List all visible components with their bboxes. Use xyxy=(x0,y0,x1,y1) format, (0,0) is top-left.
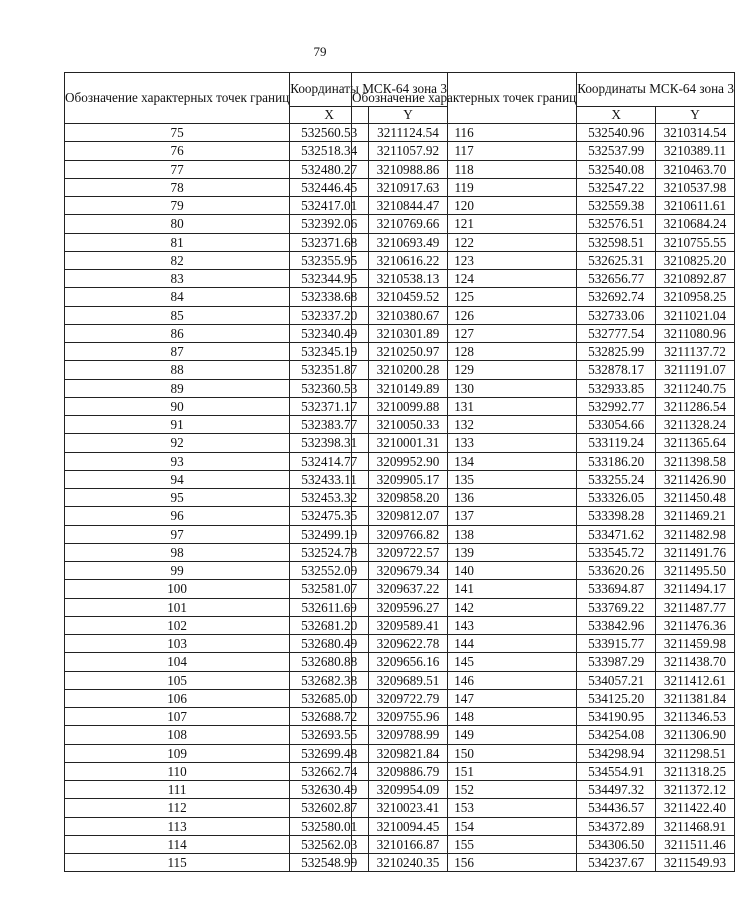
y-coordinate-cell: 3209679.34 xyxy=(369,562,448,580)
x-coordinate-cell: 532414.77 xyxy=(290,452,369,470)
point-number-cell: 140 xyxy=(352,562,577,580)
x-coordinate-cell: 532547.22 xyxy=(577,178,656,196)
point-number-cell: 86 xyxy=(65,324,290,342)
table-row xyxy=(352,781,735,799)
x-coordinate-cell: 532475.35 xyxy=(290,507,369,525)
point-number-cell: 95 xyxy=(65,489,290,507)
point-number-cell: 141 xyxy=(352,580,577,598)
y-coordinate-cell: 3210844.47 xyxy=(369,197,448,215)
table-row xyxy=(352,507,735,525)
x-coordinate-cell: 533620.26 xyxy=(577,562,656,580)
y-coordinate-cell: 3210537.98 xyxy=(656,178,735,196)
point-number-cell: 126 xyxy=(352,306,577,324)
x-coordinate-cell: 534237.67 xyxy=(577,854,656,872)
point-number-cell: 150 xyxy=(352,744,577,762)
y-coordinate-cell: 3210958.25 xyxy=(656,288,735,306)
x-coordinate-cell: 532680.88 xyxy=(290,653,369,671)
x-coordinate-cell: 532518.34 xyxy=(290,142,369,160)
point-number-cell: 104 xyxy=(65,653,290,671)
point-number-cell: 117 xyxy=(352,142,577,160)
y-coordinate-cell: 3211469.21 xyxy=(656,507,735,525)
table-row xyxy=(352,835,735,853)
x-coordinate-cell: 532933.85 xyxy=(577,379,656,397)
table-row xyxy=(352,233,735,251)
x-coordinate-cell: 532524.78 xyxy=(290,543,369,561)
table-row xyxy=(352,270,735,288)
x-header: X xyxy=(577,106,656,123)
y-coordinate-cell: 3211346.53 xyxy=(656,708,735,726)
x-coordinate-cell: 532680.49 xyxy=(290,635,369,653)
point-number-cell: 79 xyxy=(65,197,290,215)
y-coordinate-cell: 3210917.63 xyxy=(369,178,448,196)
x-coordinate-cell: 532351.87 xyxy=(290,361,369,379)
point-number-cell: 83 xyxy=(65,270,290,288)
x-coordinate-cell: 532562.03 xyxy=(290,835,369,853)
table-row xyxy=(352,635,735,653)
point-number-cell: 131 xyxy=(352,397,577,415)
point-number-cell: 148 xyxy=(352,708,577,726)
y-coordinate-cell: 3210166.87 xyxy=(369,835,448,853)
point-number-cell: 116 xyxy=(352,124,577,142)
y-coordinate-cell: 3210684.24 xyxy=(656,215,735,233)
table-row xyxy=(352,197,735,215)
point-number-cell: 81 xyxy=(65,233,290,251)
table-row xyxy=(352,854,735,872)
table-row xyxy=(352,653,735,671)
y-coordinate-cell: 3211191.07 xyxy=(656,361,735,379)
y-coordinate-cell: 3210314.54 xyxy=(656,124,735,142)
y-coordinate-cell: 3211318.25 xyxy=(656,762,735,780)
x-coordinate-cell: 534057.21 xyxy=(577,671,656,689)
point-number-cell: 77 xyxy=(65,160,290,178)
point-number-cell: 106 xyxy=(65,689,290,707)
y-coordinate-cell: 3210463.70 xyxy=(656,160,735,178)
y-coordinate-cell: 3210825.20 xyxy=(656,251,735,269)
point-number-cell: 145 xyxy=(352,653,577,671)
point-number-cell: 82 xyxy=(65,251,290,269)
y-coordinate-cell: 3211450.48 xyxy=(656,489,735,507)
point-number-cell: 136 xyxy=(352,489,577,507)
x-coordinate-cell: 532552.09 xyxy=(290,562,369,580)
table-row xyxy=(352,562,735,580)
x-coordinate-cell: 533694.87 xyxy=(577,580,656,598)
point-number-cell: 143 xyxy=(352,616,577,634)
y-coordinate-cell: 3209766.82 xyxy=(369,525,448,543)
x-coordinate-cell: 533326.05 xyxy=(577,489,656,507)
y-coordinate-cell: 3211495.50 xyxy=(656,562,735,580)
y-coordinate-cell: 3210050.33 xyxy=(369,416,448,434)
y-coordinate-cell: 3211476.36 xyxy=(656,616,735,634)
y-coordinate-cell: 3211328.24 xyxy=(656,416,735,434)
point-number-cell: 153 xyxy=(352,799,577,817)
table-row xyxy=(352,251,735,269)
x-coordinate-cell: 534554.91 xyxy=(577,762,656,780)
y-coordinate-cell: 3210755.55 xyxy=(656,233,735,251)
x-coordinate-cell: 532355.95 xyxy=(290,251,369,269)
point-number-cell: 149 xyxy=(352,726,577,744)
y-coordinate-cell: 3210459.52 xyxy=(369,288,448,306)
point-number-cell: 151 xyxy=(352,762,577,780)
table-row xyxy=(352,434,735,452)
point-number-cell: 133 xyxy=(352,434,577,452)
table-row xyxy=(352,160,735,178)
point-number-cell: 75 xyxy=(65,124,290,142)
x-coordinate-cell: 533255.24 xyxy=(577,470,656,488)
y-coordinate-cell: 3211459.98 xyxy=(656,635,735,653)
point-number-cell: 139 xyxy=(352,543,577,561)
x-coordinate-cell: 532681.20 xyxy=(290,616,369,634)
table-row xyxy=(352,744,735,762)
point-number-cell: 85 xyxy=(65,306,290,324)
y-coordinate-cell: 3211137.72 xyxy=(656,343,735,361)
y-coordinate-cell: 3211468.91 xyxy=(656,817,735,835)
point-number-cell: 96 xyxy=(65,507,290,525)
x-coordinate-cell: 533471.62 xyxy=(577,525,656,543)
x-coordinate-cell: 532598.51 xyxy=(577,233,656,251)
y-header: Y xyxy=(369,106,448,123)
point-number-cell: 99 xyxy=(65,562,290,580)
x-coordinate-cell: 532433.11 xyxy=(290,470,369,488)
x-coordinate-cell: 532383.77 xyxy=(290,416,369,434)
point-number-cell: 110 xyxy=(65,762,290,780)
point-number-cell: 88 xyxy=(65,361,290,379)
point-number-cell: 154 xyxy=(352,817,577,835)
y-coordinate-cell: 3211365.64 xyxy=(656,434,735,452)
y-header: Y xyxy=(656,106,735,123)
table-row xyxy=(352,598,735,616)
x-coordinate-cell: 532337.20 xyxy=(290,306,369,324)
x-coordinate-cell: 532625.31 xyxy=(577,251,656,269)
x-coordinate-cell: 534372.89 xyxy=(577,817,656,835)
y-coordinate-cell: 3210240.35 xyxy=(369,854,448,872)
point-number-cell: 102 xyxy=(65,616,290,634)
point-number-cell: 97 xyxy=(65,525,290,543)
x-coordinate-cell: 532417.01 xyxy=(290,197,369,215)
point-number-cell: 120 xyxy=(352,197,577,215)
x-coordinate-cell: 534436.57 xyxy=(577,799,656,817)
table-row xyxy=(352,379,735,397)
y-coordinate-cell: 3210693.49 xyxy=(369,233,448,251)
y-coordinate-cell: 3210200.28 xyxy=(369,361,448,379)
point-number-cell: 132 xyxy=(352,416,577,434)
x-coordinate-cell: 533842.96 xyxy=(577,616,656,634)
table-row xyxy=(352,142,735,160)
table-row xyxy=(352,708,735,726)
table-row xyxy=(352,343,735,361)
y-coordinate-cell: 3209589.41 xyxy=(369,616,448,634)
y-coordinate-cell: 3209812.07 xyxy=(369,507,448,525)
coordinates-table-right xyxy=(351,72,735,872)
x-coordinate-cell: 533398.28 xyxy=(577,507,656,525)
y-coordinate-cell: 3211549.93 xyxy=(656,854,735,872)
y-coordinate-cell: 3210389.11 xyxy=(656,142,735,160)
point-number-cell: 147 xyxy=(352,689,577,707)
x-coordinate-cell: 533054.66 xyxy=(577,416,656,434)
table-row xyxy=(352,397,735,415)
table-row xyxy=(352,762,735,780)
x-coordinate-cell: 533915.77 xyxy=(577,635,656,653)
table-row xyxy=(352,306,735,324)
point-number-cell: 156 xyxy=(352,854,577,872)
table-row xyxy=(352,470,735,488)
y-coordinate-cell: 3211021.04 xyxy=(656,306,735,324)
x-coordinate-cell: 532602.87 xyxy=(290,799,369,817)
point-number-cell: 111 xyxy=(65,781,290,799)
designation-header: Обозначение характерных точек границ xyxy=(352,73,577,124)
y-coordinate-cell: 3210616.22 xyxy=(369,251,448,269)
x-coordinate-cell: 534190.95 xyxy=(577,708,656,726)
y-coordinate-cell: 3211494.17 xyxy=(656,580,735,598)
x-coordinate-cell: 532576.51 xyxy=(577,215,656,233)
x-coordinate-cell: 533769.22 xyxy=(577,598,656,616)
point-number-cell: 98 xyxy=(65,543,290,561)
y-coordinate-cell: 3211381.84 xyxy=(656,689,735,707)
point-number-cell: 123 xyxy=(352,251,577,269)
table-row xyxy=(352,361,735,379)
x-coordinate-cell: 532559.38 xyxy=(577,197,656,215)
x-coordinate-cell: 533545.72 xyxy=(577,543,656,561)
y-coordinate-cell: 3211240.75 xyxy=(656,379,735,397)
x-coordinate-cell: 532992.77 xyxy=(577,397,656,415)
x-coordinate-cell: 534298.94 xyxy=(577,744,656,762)
point-number-cell: 93 xyxy=(65,452,290,470)
y-coordinate-cell: 3211057.92 xyxy=(369,142,448,160)
x-coordinate-cell: 532340.49 xyxy=(290,324,369,342)
x-coordinate-cell: 532692.74 xyxy=(577,288,656,306)
coordinates-header: Координаты МСК-64 зона 3 xyxy=(577,73,735,107)
y-coordinate-cell: 3210149.89 xyxy=(369,379,448,397)
table-row xyxy=(352,543,735,561)
y-coordinate-cell: 3210380.67 xyxy=(369,306,448,324)
point-number-cell: 155 xyxy=(352,835,577,853)
x-coordinate-cell: 533119.24 xyxy=(577,434,656,452)
table-row xyxy=(352,689,735,707)
y-coordinate-cell: 3209656.16 xyxy=(369,653,448,671)
x-coordinate-cell: 532693.55 xyxy=(290,726,369,744)
point-number-cell: 128 xyxy=(352,343,577,361)
y-coordinate-cell: 3209954.09 xyxy=(369,781,448,799)
table-body xyxy=(352,124,735,872)
y-coordinate-cell: 3211124.54 xyxy=(369,124,448,142)
point-number-cell: 94 xyxy=(65,470,290,488)
x-coordinate-cell: 532371.17 xyxy=(290,397,369,415)
x-coordinate-cell: 532825.99 xyxy=(577,343,656,361)
table-row xyxy=(352,416,735,434)
x-coordinate-cell: 532733.06 xyxy=(577,306,656,324)
x-coordinate-cell: 532537.99 xyxy=(577,142,656,160)
x-coordinate-cell: 532688.72 xyxy=(290,708,369,726)
y-coordinate-cell: 3209952.90 xyxy=(369,452,448,470)
y-coordinate-cell: 3209755.96 xyxy=(369,708,448,726)
point-number-cell: 129 xyxy=(352,361,577,379)
x-coordinate-cell: 532656.77 xyxy=(577,270,656,288)
point-number-cell: 78 xyxy=(65,178,290,196)
y-coordinate-cell: 3209637.22 xyxy=(369,580,448,598)
table-row xyxy=(352,671,735,689)
table-row xyxy=(352,452,735,470)
x-coordinate-cell: 532345.19 xyxy=(290,343,369,361)
y-coordinate-cell: 3211426.90 xyxy=(656,470,735,488)
y-coordinate-cell: 3211422.40 xyxy=(656,799,735,817)
point-number-cell: 100 xyxy=(65,580,290,598)
point-number-cell: 125 xyxy=(352,288,577,306)
point-number-cell: 137 xyxy=(352,507,577,525)
x-coordinate-cell: 532371.68 xyxy=(290,233,369,251)
y-coordinate-cell: 3209788.99 xyxy=(369,726,448,744)
point-number-cell: 122 xyxy=(352,233,577,251)
point-number-cell: 119 xyxy=(352,178,577,196)
y-coordinate-cell: 3209905.17 xyxy=(369,470,448,488)
y-coordinate-cell: 3210538.13 xyxy=(369,270,448,288)
x-coordinate-cell: 532611.69 xyxy=(290,598,369,616)
page-number: 79 xyxy=(313,44,327,59)
x-coordinate-cell: 532548.99 xyxy=(290,854,369,872)
x-coordinate-cell: 532560.53 xyxy=(290,124,369,142)
point-number-cell: 124 xyxy=(352,270,577,288)
y-coordinate-cell: 3211482.98 xyxy=(656,525,735,543)
table-row xyxy=(352,215,735,233)
table-row xyxy=(352,178,735,196)
table-row xyxy=(352,580,735,598)
point-number-cell: 146 xyxy=(352,671,577,689)
designation-header: Обозначение характерных точек границ xyxy=(65,73,290,124)
point-number-cell: 84 xyxy=(65,288,290,306)
point-number-cell: 114 xyxy=(65,835,290,853)
coordinates-header: Координаты МСК-64 зона 3 xyxy=(290,73,448,107)
x-coordinate-cell: 532360.53 xyxy=(290,379,369,397)
y-coordinate-cell: 3210301.89 xyxy=(369,324,448,342)
x-coordinate-cell: 532699.48 xyxy=(290,744,369,762)
point-number-cell: 130 xyxy=(352,379,577,397)
table-row xyxy=(352,817,735,835)
y-coordinate-cell: 3211491.76 xyxy=(656,543,735,561)
y-coordinate-cell: 3211286.54 xyxy=(656,397,735,415)
x-coordinate-cell: 532685.00 xyxy=(290,689,369,707)
x-coordinate-cell: 532580.01 xyxy=(290,817,369,835)
y-coordinate-cell: 3211398.58 xyxy=(656,452,735,470)
x-coordinate-cell: 532338.68 xyxy=(290,288,369,306)
y-coordinate-cell: 3211438.70 xyxy=(656,653,735,671)
x-coordinate-cell: 532398.31 xyxy=(290,434,369,452)
y-coordinate-cell: 3211487.77 xyxy=(656,598,735,616)
point-number-cell: 80 xyxy=(65,215,290,233)
x-coordinate-cell: 532630.49 xyxy=(290,781,369,799)
y-coordinate-cell: 3211511.46 xyxy=(656,835,735,853)
table-row xyxy=(352,324,735,342)
y-coordinate-cell: 3211412.61 xyxy=(656,671,735,689)
x-coordinate-cell: 533987.29 xyxy=(577,653,656,671)
point-number-cell: 76 xyxy=(65,142,290,160)
y-coordinate-cell: 3210988.86 xyxy=(369,160,448,178)
point-number-cell: 127 xyxy=(352,324,577,342)
x-coordinate-cell: 532662.74 xyxy=(290,762,369,780)
point-number-cell: 144 xyxy=(352,635,577,653)
point-number-cell: 118 xyxy=(352,160,577,178)
x-coordinate-cell: 532540.08 xyxy=(577,160,656,178)
x-coordinate-cell: 534125.20 xyxy=(577,689,656,707)
x-coordinate-cell: 532540.96 xyxy=(577,124,656,142)
point-number-cell: 121 xyxy=(352,215,577,233)
point-number-cell: 138 xyxy=(352,525,577,543)
point-number-cell: 142 xyxy=(352,598,577,616)
y-coordinate-cell: 3209689.51 xyxy=(369,671,448,689)
table-row xyxy=(352,616,735,634)
table-row xyxy=(352,288,735,306)
y-coordinate-cell: 3209722.57 xyxy=(369,543,448,561)
x-coordinate-cell: 532878.17 xyxy=(577,361,656,379)
point-number-cell: 89 xyxy=(65,379,290,397)
x-coordinate-cell: 533186.20 xyxy=(577,452,656,470)
y-coordinate-cell: 3209722.79 xyxy=(369,689,448,707)
y-coordinate-cell: 3211298.51 xyxy=(656,744,735,762)
point-number-cell: 115 xyxy=(65,854,290,872)
x-coordinate-cell: 532344.95 xyxy=(290,270,369,288)
table-row xyxy=(352,799,735,817)
y-coordinate-cell: 3210250.97 xyxy=(369,343,448,361)
point-number-cell: 105 xyxy=(65,671,290,689)
y-coordinate-cell: 3209886.79 xyxy=(369,762,448,780)
y-coordinate-cell: 3209858.20 xyxy=(369,489,448,507)
x-coordinate-cell: 532777.54 xyxy=(577,324,656,342)
x-coordinate-cell: 532499.19 xyxy=(290,525,369,543)
table-header xyxy=(352,73,735,124)
y-coordinate-cell: 3209622.78 xyxy=(369,635,448,653)
table-row xyxy=(352,525,735,543)
point-number-cell: 134 xyxy=(352,452,577,470)
x-coordinate-cell: 534497.32 xyxy=(577,781,656,799)
y-coordinate-cell: 3210023.41 xyxy=(369,799,448,817)
point-number-cell: 107 xyxy=(65,708,290,726)
y-coordinate-cell: 3210001.31 xyxy=(369,434,448,452)
point-number-cell: 103 xyxy=(65,635,290,653)
y-coordinate-cell: 3211080.96 xyxy=(656,324,735,342)
x-header: X xyxy=(290,106,369,123)
x-coordinate-cell: 532581.07 xyxy=(290,580,369,598)
y-coordinate-cell: 3210769.66 xyxy=(369,215,448,233)
x-coordinate-cell: 534254.08 xyxy=(577,726,656,744)
table-row xyxy=(352,489,735,507)
point-number-cell: 87 xyxy=(65,343,290,361)
point-number-cell: 90 xyxy=(65,397,290,415)
x-coordinate-cell: 534306.50 xyxy=(577,835,656,853)
table-row xyxy=(352,726,735,744)
y-coordinate-cell: 3209821.84 xyxy=(369,744,448,762)
table-row xyxy=(352,124,735,142)
x-coordinate-cell: 532446.45 xyxy=(290,178,369,196)
point-number-cell: 112 xyxy=(65,799,290,817)
x-coordinate-cell: 532453.32 xyxy=(290,489,369,507)
y-coordinate-cell: 3210892.87 xyxy=(656,270,735,288)
y-coordinate-cell: 3210611.61 xyxy=(656,197,735,215)
y-coordinate-cell: 3210094.45 xyxy=(369,817,448,835)
x-coordinate-cell: 532480.27 xyxy=(290,160,369,178)
point-number-cell: 135 xyxy=(352,470,577,488)
point-number-cell: 92 xyxy=(65,434,290,452)
point-number-cell: 108 xyxy=(65,726,290,744)
y-coordinate-cell: 3211372.12 xyxy=(656,781,735,799)
x-coordinate-cell: 532392.06 xyxy=(290,215,369,233)
point-number-cell: 152 xyxy=(352,781,577,799)
y-coordinate-cell: 3210099.88 xyxy=(369,397,448,415)
point-number-cell: 101 xyxy=(65,598,290,616)
point-number-cell: 113 xyxy=(65,817,290,835)
point-number-cell: 109 xyxy=(65,744,290,762)
y-coordinate-cell: 3209596.27 xyxy=(369,598,448,616)
y-coordinate-cell: 3211306.90 xyxy=(656,726,735,744)
x-coordinate-cell: 532682.38 xyxy=(290,671,369,689)
point-number-cell: 91 xyxy=(65,416,290,434)
